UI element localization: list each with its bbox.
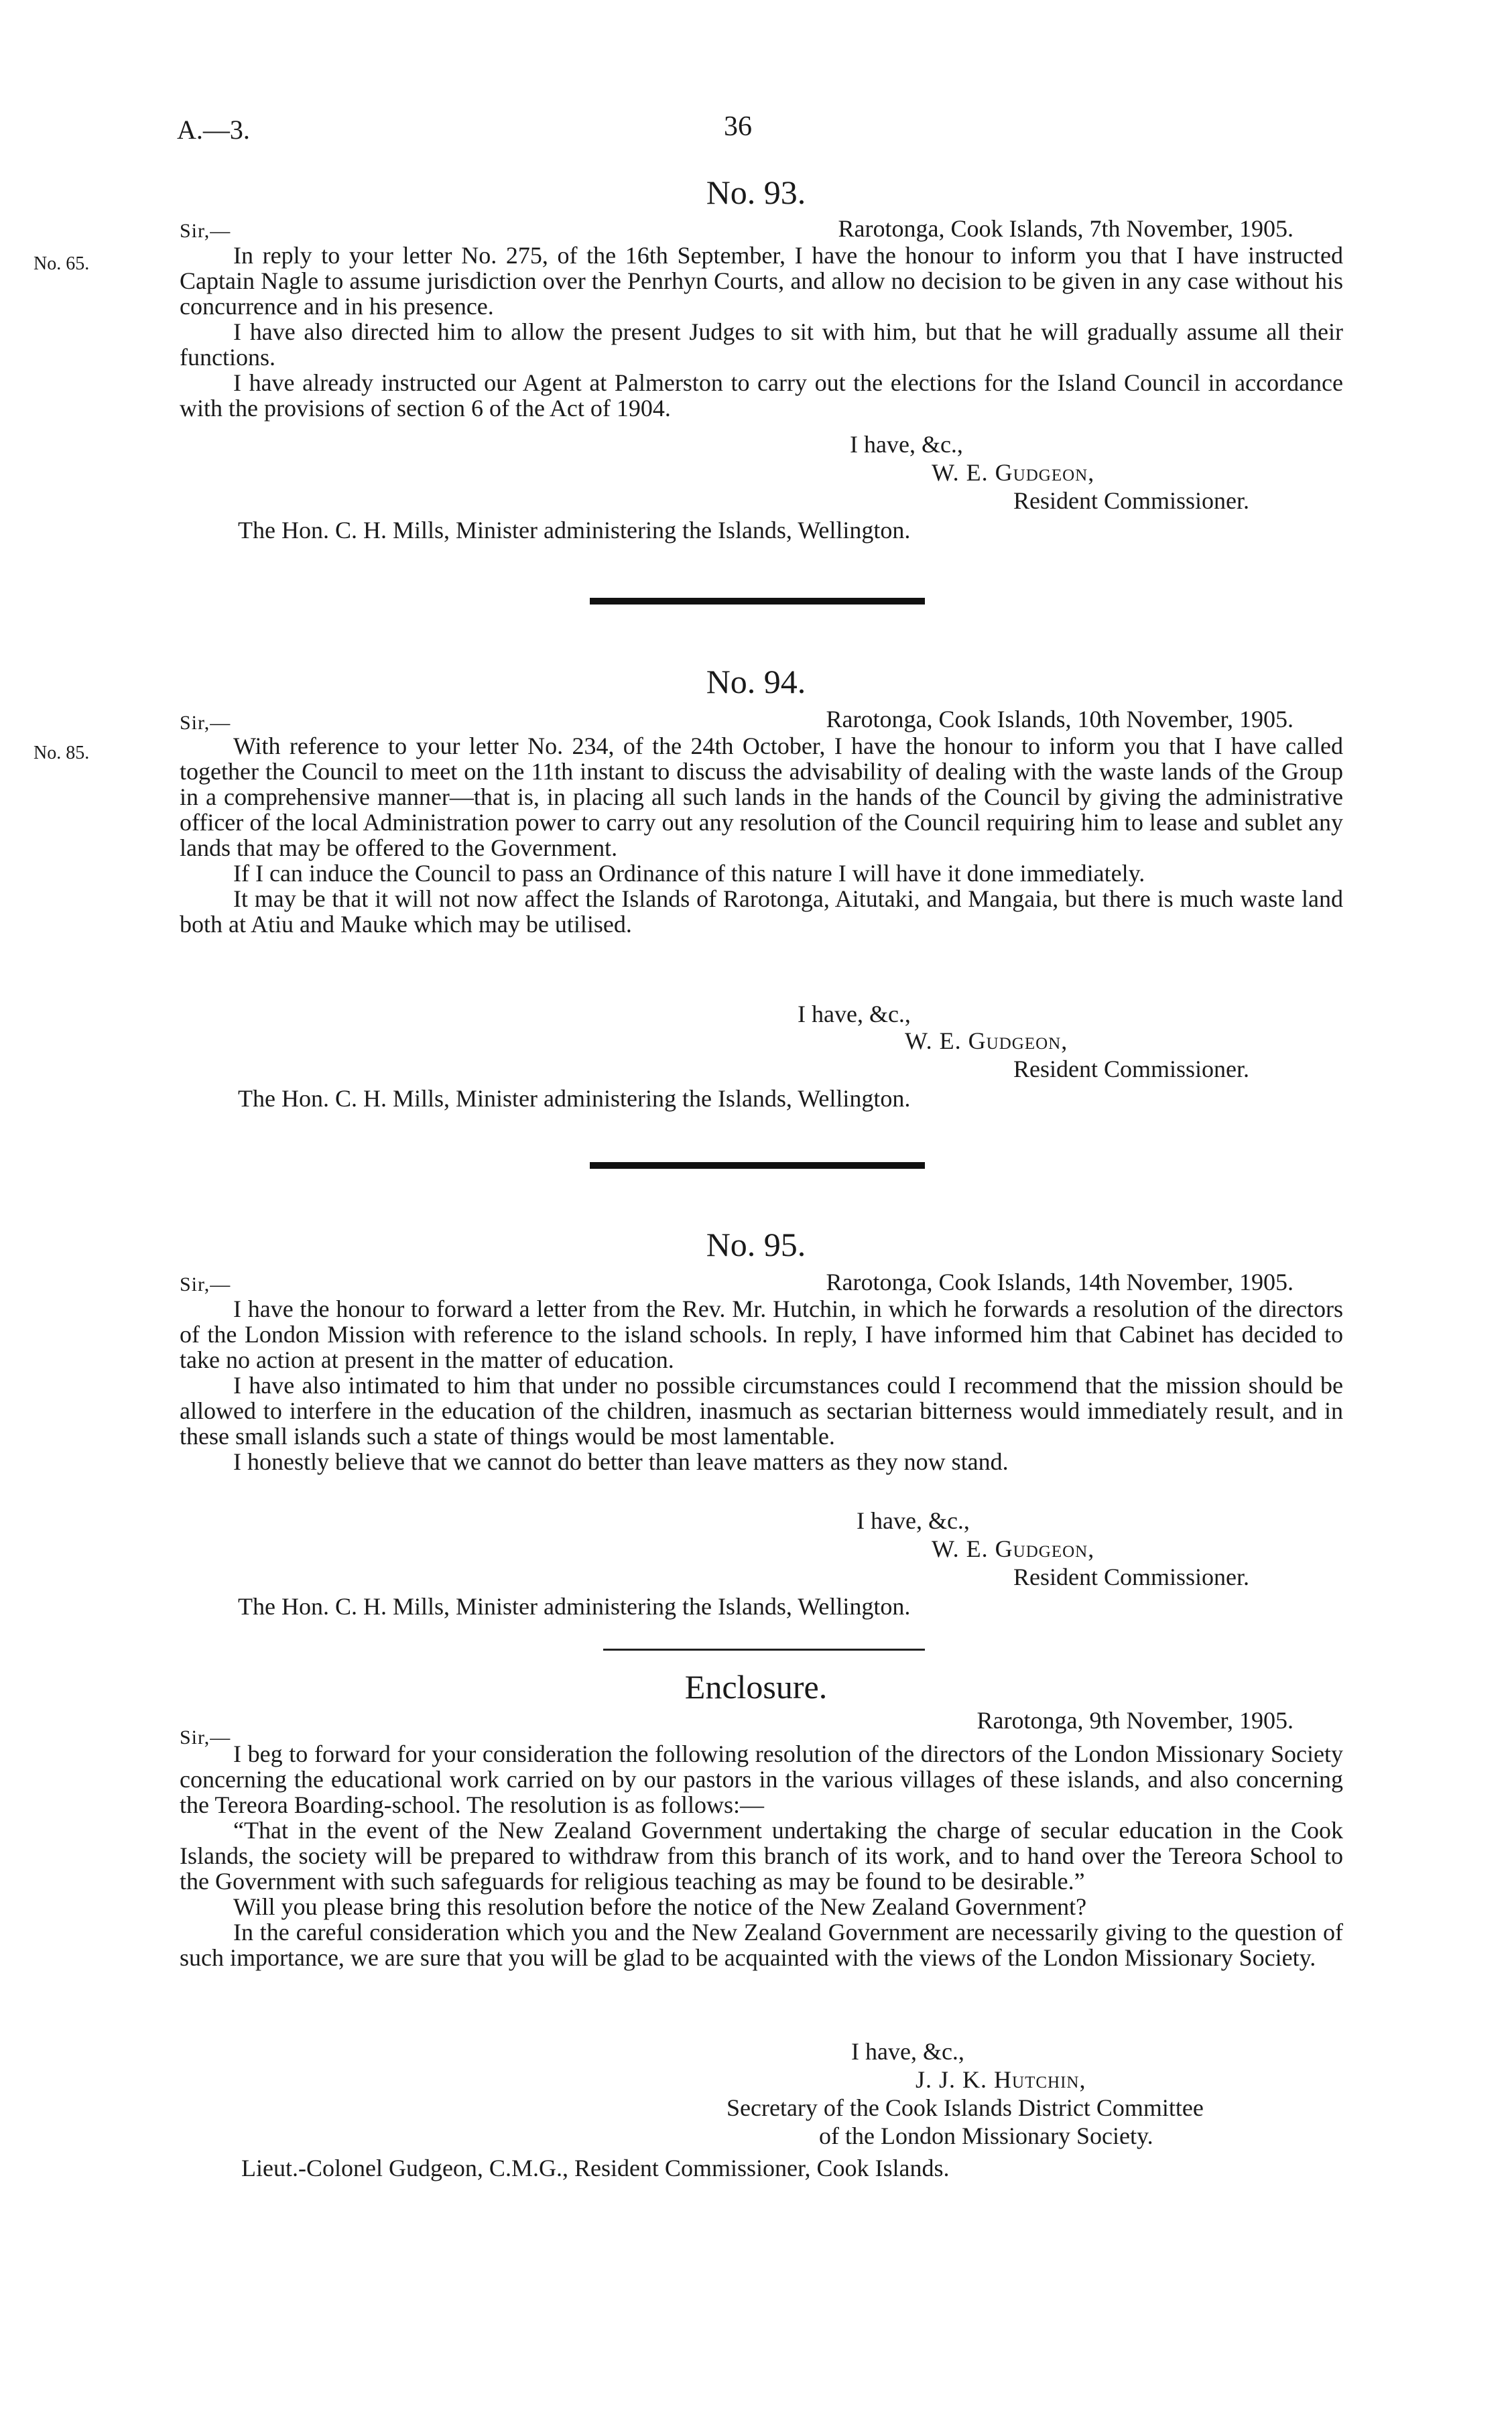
paragraph: I have also directed him to allow the present Judges to sit with him, but that he will gradually assume all their functions.	[180, 318, 1343, 371]
letter-95-signatory-title: Resident Commissioner.	[1013, 1564, 1250, 1590]
paragraph: With reference to your letter No. 234, of the 24th October, I have the honour to inform you that I have called together the Council to meet on the 11th instant to discuss the advisability of dealing with the waste lands of the Group in a comprehensive manner—that is, in placing all such lands in the hands of the Council by giving the administrative officer of the local Administration power to carry out any resolution of the Council requiring him to lease and sublet any lands that may be offered to the Government.	[180, 733, 1343, 861]
paragraph: “That in the event of the New Zealand Government undertaking the charge of secular education in the Cook Islands, the society will be prepared to withdraw from this branch of its work, and to hand over the Tereora School to the Government with such safeguards for religious teaching as may be found to be desirable.”	[180, 1817, 1343, 1895]
enclosure-body	[180, 1741, 1343, 1970]
letter-93-place-date: Rarotonga, Cook Islands, 7th November, 1905.	[838, 215, 1294, 242]
paragraph: I honestly believe that we cannot do better than leave matters as they now stand.	[233, 1448, 1009, 1475]
paragraph: I have already instructed our Agent at Palmerston to carry out the elections for the Island Council in accordance with the provisions of section 6 of the Act of 1904.	[180, 369, 1343, 422]
letter-95-title: No. 95.	[706, 1226, 806, 1263]
enclosure-salutation: Sir,—	[180, 1726, 231, 1749]
letter-95-place-date: Rarotonga, Cook Islands, 14th November, 1905.	[826, 1269, 1294, 1295]
enclosure-signatory-title-1: Secretary of the Cook Islands District Committee	[727, 2094, 1204, 2121]
letter-95-closing: I have, &c.,	[857, 1507, 970, 1534]
paper-reference: A.—3.	[177, 115, 250, 145]
letter-94-place-date: Rarotonga, Cook Islands, 10th November, 1905.	[826, 706, 1294, 733]
letter-94-closing: I have, &c.,	[798, 1001, 911, 1027]
paragraph: Will you please bring this resolution before the notice of the New Zealand Government?	[233, 1893, 1087, 1920]
letter-93-title: No. 93.	[706, 174, 806, 211]
letter-93-salutation: Sir,—	[180, 220, 231, 242]
letter-94-signatory-title: Resident Commissioner.	[1013, 1056, 1250, 1082]
section-divider	[603, 1649, 925, 1651]
letter-93-closing: I have, &c.,	[850, 431, 963, 458]
letter-94-addressee: The Hon. C. H. Mills, Minister administering the Islands, Wellington.	[238, 1085, 911, 1112]
letter-93-signatory: W. E. Gudgeon,	[932, 459, 1095, 486]
enclosure-title: Enclosure.	[684, 1668, 828, 1706]
enclosure-signatory-title-2: of the London Missionary Society.	[819, 2122, 1153, 2149]
paragraph: It may be that it will not now affect the Islands of Rarotonga, Aitutaki, and Mangaia, but there is much waste land both at Atiu and Mauke which may be utilised.	[180, 885, 1343, 938]
letter-94-salutation: Sir,—	[180, 712, 231, 734]
enclosure-signatory: J. J. K. Hutchin,	[916, 2066, 1086, 2093]
letter-93-addressee: The Hon. C. H. Mills, Minister administering the Islands, Wellington.	[238, 517, 911, 544]
letter-95-body	[180, 1296, 1343, 1474]
letter-94-body	[180, 733, 1343, 937]
paragraph: If I can induce the Council to pass an Ordinance of this nature I will have it done immediately.	[233, 860, 1145, 887]
letter-93-body	[180, 243, 1343, 421]
letter-94-title: No. 94.	[706, 663, 806, 700]
paragraph: In the careful consideration which you and the New Zealand Government are necessarily giving to the question of such importance, we are sure that you will be glad to be acquainted with the views of the London Missionary Society.	[180, 1919, 1343, 1971]
paragraph: I have the honour to forward a letter from the Rev. Mr. Hutchin, in which he forwards a resolution of the directors of the London Mission with reference to the island schools. In reply, I have informed him that Cabinet has decided to take no action at present in the matter of education.	[180, 1295, 1343, 1373]
enclosure-closing: I have, &c.,	[851, 2038, 964, 2065]
letter-95-addressee: The Hon. C. H. Mills, Minister administering the Islands, Wellington.	[238, 1593, 911, 1620]
letter-95-salutation: Sir,—	[180, 1273, 231, 1295]
section-divider	[590, 1162, 925, 1169]
letter-93-signatory-title: Resident Commissioner.	[1013, 487, 1250, 514]
letter-94-side-reference: No. 85.	[34, 743, 90, 763]
enclosure-addressee: Lieut.-Colonel Gudgeon, C.M.G., Resident Commissioner, Cook Islands.	[241, 2155, 950, 2181]
enclosure-place-date: Rarotonga, 9th November, 1905.	[976, 1707, 1294, 1734]
paragraph: I have also intimated to him that under no possible circumstances could I recommend that the mission should be allowed to interfere in the education of the children, inasmuch as sectarian bitterness would immediately result, and in these small islands such a state of things would be most lamentable.	[180, 1372, 1343, 1450]
page-number: 36	[724, 111, 752, 142]
paragraph: In reply to your letter No. 275, of the 16th September, I have the honour to inform you that I have instructed Captain Nagle to assume jurisdiction over the Penrhyn Courts, and allow no decision to be given in any case without his concurrence and in his presence.	[180, 242, 1343, 320]
section-divider	[590, 598, 925, 605]
letter-93-side-reference: No. 65.	[34, 253, 90, 274]
paragraph: I beg to forward for your consideration the following resolution of the directors of the London Missionary Society concerning the educational work carried on by our pastors in the various villages of these islands, and also concerning the Tereora Boarding-school. The resolution is as follows:—	[180, 1740, 1343, 1818]
letter-94-signatory: W. E. Gudgeon,	[905, 1027, 1068, 1054]
letter-95-signatory: W. E. Gudgeon,	[932, 1535, 1095, 1562]
